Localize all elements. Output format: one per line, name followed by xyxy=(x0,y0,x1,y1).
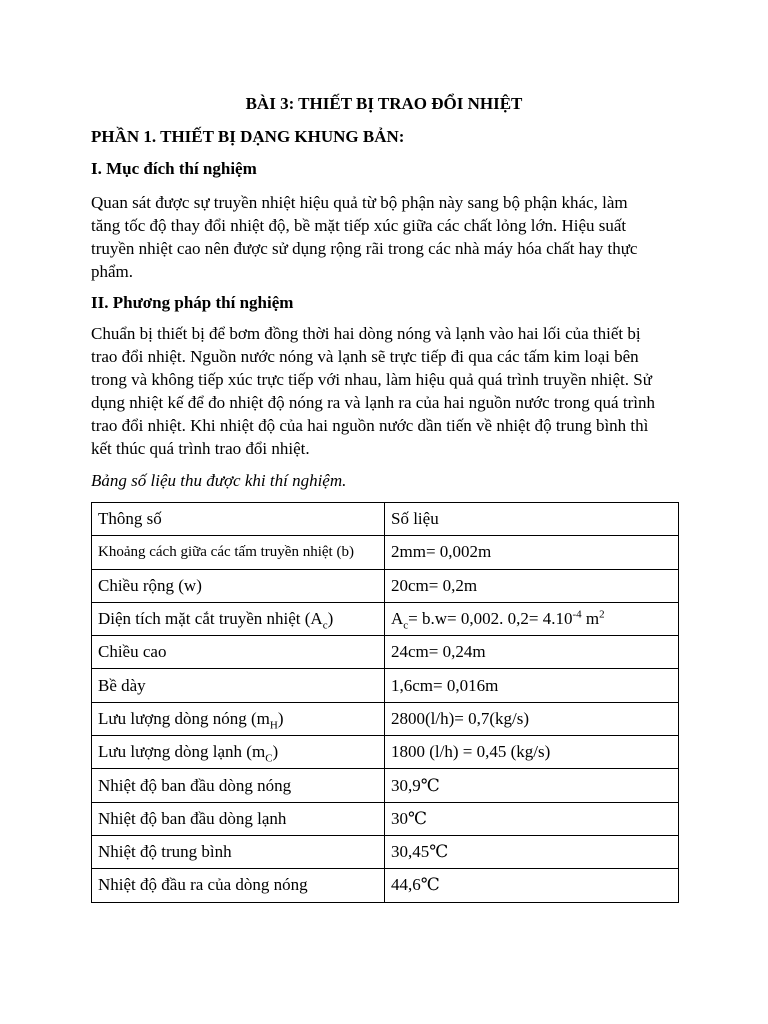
part-heading: PHẦN 1. THIẾT BỊ DẠNG KHUNG BẢN: xyxy=(91,127,405,146)
header-cell-value: Số liệu xyxy=(385,503,679,536)
section-1-heading: I. Mục đích thí nghiệm xyxy=(91,159,257,178)
paragraph-line: tăng tốc độ thay đổi nhiệt độ, bề mặt tiếp xúc giữa các chất lỏng lớn. Hiệu suất xyxy=(91,216,627,235)
document-title: BÀI 3: THIẾT BỊ TRAO ĐỔI NHIỆT xyxy=(245,94,523,113)
value-cell: 30,45℃ xyxy=(385,835,679,868)
value-cell: 30,9℃ xyxy=(385,769,679,802)
value-cell: 24cm= 0,24m xyxy=(385,636,679,669)
paragraph-line: phẩm. xyxy=(91,262,134,281)
value-cell: 44,6℃ xyxy=(385,869,679,902)
parameter-cell: Nhiệt độ ban đầu dòng nóng xyxy=(92,769,385,802)
parameter-text-end: ) xyxy=(327,609,334,629)
table-row xyxy=(92,636,679,669)
value-cell: 1,6cm= 0,016m xyxy=(385,669,679,702)
header-cell-parameter: Thông số xyxy=(92,503,385,536)
parameter-cell: Nhiệt độ ban đầu dòng lạnh xyxy=(92,802,385,835)
parameter-cell xyxy=(92,702,385,735)
parameter-cell xyxy=(92,602,385,635)
table-row xyxy=(92,736,679,769)
table-row xyxy=(92,769,679,802)
value-symbol: A xyxy=(391,609,404,629)
section-2-paragraph xyxy=(91,322,691,460)
subscript: H xyxy=(269,719,278,732)
section-1-paragraph xyxy=(91,191,691,283)
paragraph-line: kết thúc quá trình trao đổi nhiệt. xyxy=(91,439,310,458)
value-cell: 2800(l/h)= 0,7(kg/s) xyxy=(385,702,679,735)
paragraph-line: truyền nhiệt cao nên được sử dụng rộng rãi trong các nhà máy hóa chất hay thực xyxy=(91,239,638,258)
paragraph-line: trao đổi nhiệt. Nguồn nước nóng và lạnh sẽ trực tiếp đi qua các tấm kim loại bên xyxy=(91,347,639,366)
paragraph-line: Chuẩn bị thiết bị để bơm đồng thời hai dòng nóng và lạnh vào hai lối của thiết bị xyxy=(91,324,641,343)
subscript: c xyxy=(403,619,409,632)
table-row xyxy=(92,569,679,602)
subscript: C xyxy=(265,752,273,765)
parameter-text-end: ) xyxy=(272,742,279,762)
parameter-cell: Khoảng cách giữa các tấm truyền nhiệt (b) xyxy=(92,536,385,569)
superscript: 2 xyxy=(599,608,605,621)
parameter-cell: Bề dày xyxy=(92,669,385,702)
parameter-cell xyxy=(92,736,385,769)
parameter-text-end: ) xyxy=(277,708,284,728)
table-row xyxy=(92,702,679,735)
value-cell: 2mm= 0,002m xyxy=(385,536,679,569)
value-unit: m xyxy=(581,609,600,629)
value-cell: 30℃ xyxy=(385,802,679,835)
table-row xyxy=(92,536,679,569)
parameter-cell: Nhiệt độ đầu ra của dòng nóng xyxy=(92,869,385,902)
paragraph-line: trong và không tiếp xúc trực tiếp với nhau, làm hiệu quả quá trình truyền nhiệt. Sử xyxy=(91,370,652,389)
section-2-heading: II. Phương pháp thí nghiệm xyxy=(91,293,294,312)
parameter-cell: Chiều rộng (w) xyxy=(92,569,385,602)
parameter-text: Diện tích mặt cắt truyền nhiệt (A xyxy=(98,609,323,629)
parameter-text: Lưu lượng dòng lạnh (m xyxy=(98,742,266,762)
value-cell xyxy=(385,602,679,635)
data-table xyxy=(91,502,679,903)
table-row xyxy=(92,835,679,868)
parameter-cell: Chiều cao xyxy=(92,636,385,669)
parameter-text: Lưu lượng dòng nóng (m xyxy=(98,708,270,728)
value-text: = b.w= 0,002. 0,2= 4.10 xyxy=(408,609,573,629)
table-row xyxy=(92,602,679,635)
table-caption: Bảng số liệu thu được khi thí nghiệm. xyxy=(91,471,347,490)
table-row xyxy=(92,869,679,902)
paragraph-line: dụng nhiệt kế để đo nhiệt độ nóng ra và lạnh ra của hai nguồn nước trong quá trình xyxy=(91,393,655,412)
table-row xyxy=(92,669,679,702)
paragraph-line: trao đổi nhiệt. Khi nhiệt độ của hai nguồn nước dần tiến về nhiệt độ trung bình thì xyxy=(91,416,649,435)
value-cell: 20cm= 0,2m xyxy=(385,569,679,602)
parameter-cell: Nhiệt độ trung bình xyxy=(92,835,385,868)
table-header-row xyxy=(92,503,679,536)
paragraph-line: Quan sát được sự truyền nhiệt hiệu quả từ bộ phận này sang bộ phận khác, làm xyxy=(91,193,628,212)
table-row xyxy=(92,802,679,835)
subscript: c xyxy=(322,619,328,632)
superscript: -4 xyxy=(572,608,582,621)
value-cell: 1800 (l/h) = 0,45 (kg/s) xyxy=(385,736,679,769)
